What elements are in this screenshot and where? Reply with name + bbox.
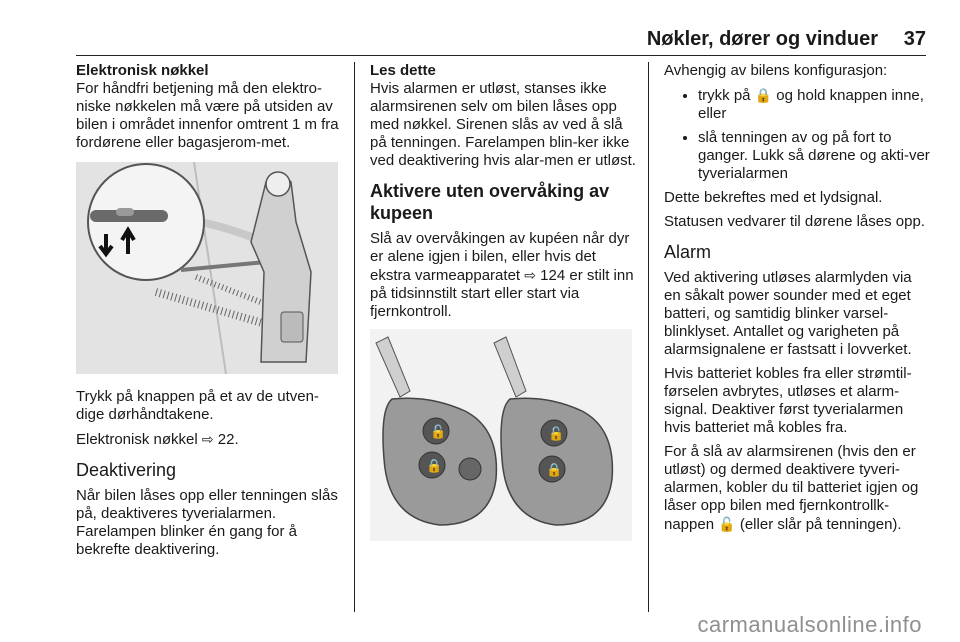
remote-keys-illustration bbox=[370, 329, 632, 541]
siren-text-a: For å slå av alarmsirenen (hvis den er utløst) og dermed deaktivere tyveri-alarmen, kobler du til batteriet igjen og låser opp bilen med fjernkontrollk-nappen bbox=[664, 443, 919, 533]
siren-text-b: (eller slår på tenningen). bbox=[739, 516, 902, 533]
heading-activate-without-monitoring: Aktivere uten overvåking av kupeen bbox=[370, 181, 610, 223]
para-battery: Hvis batteriet kobles fra eller strømtil-førselen avbrytes, utløses et alarm-signal. Deaktiver først tyverialarmen hvis batteriet må kobles fra. bbox=[664, 365, 912, 436]
unlock-button-icon: 🔓 bbox=[718, 516, 736, 532]
para-note: Hvis alarmen er utløst, stanses ikke alarmsirenen selv om bilen låses opp med nøkkel. Sirenen slås av ved å slå på tenningen. Farelampen blin-ker ikke ved deaktivering hvis alar-men er utløst. bbox=[370, 80, 636, 169]
figure-remote-keys bbox=[370, 329, 632, 541]
activate-text-b: inn på tidsinnstilt start eller start via fjernkontroll. bbox=[370, 267, 634, 320]
door-handle-illustration bbox=[76, 162, 338, 374]
para-siren-off bbox=[664, 443, 930, 534]
watermark: carmanualsonline.info bbox=[697, 612, 922, 637]
para-activate bbox=[370, 230, 636, 321]
bullet-1-text-a: trykk på bbox=[698, 87, 751, 104]
column-2 bbox=[370, 62, 636, 541]
para-depending: Avhengig av bilens konfigurasjon: bbox=[664, 62, 888, 79]
para-status: Statusen vedvarer til dørene låses opp. bbox=[664, 213, 925, 230]
header-rule bbox=[76, 55, 926, 56]
bullet-press-lock bbox=[698, 86, 930, 123]
column-divider-1 bbox=[354, 62, 355, 612]
para-alarm-activation: Ved aktivering utløses alarmlyden via en såkalt power sounder med et eget batteri, og samtidig blinker varsel-blinklyset. Antallet og varigheten på alarmsignalene er fastsatt i lovverket. bbox=[664, 269, 912, 358]
column-1 bbox=[76, 62, 346, 565]
heading-deactivation: Deaktivering bbox=[76, 460, 177, 480]
bullet-list bbox=[664, 86, 930, 183]
page-ref-arrow-icon: ⇨ bbox=[524, 267, 536, 283]
page-ref-arrow-icon: ⇨ bbox=[201, 431, 214, 447]
para-press-button: Trykk på knappen på et av de utven-dige dørhåndtakene. bbox=[76, 388, 319, 423]
ref-text: Elektronisk nøkkel bbox=[76, 431, 198, 448]
heading-note: Les dette bbox=[370, 62, 436, 79]
heading-alarm: Alarm bbox=[664, 242, 712, 262]
para-confirmed: Dette bekreftes med et lydsignal. bbox=[664, 189, 883, 206]
bullet-1-text-b: og hold knappen inne, eller bbox=[698, 87, 924, 122]
activate-text-a: Slå av overvåkingen av kupéen når dyr er alene igjen i bilen, eller hvis det ekstra varmeapparatet bbox=[370, 230, 630, 284]
svg-text:🔒: 🔒 bbox=[426, 459, 443, 474]
page-number: 37 bbox=[903, 28, 926, 50]
column-divider-2 bbox=[648, 62, 649, 612]
lock-button-icon: 🔒 bbox=[754, 87, 773, 103]
para-handsfree: For håndfri betjening må den elektro-niske nøkkelen må være på utsiden av bilen i området innenfor omtrent 1 m fra fordørene eller bagasjerom-met. bbox=[76, 80, 339, 151]
page-header-title: Nøkler, dører og vinduer bbox=[646, 28, 878, 50]
ref-page[interactable]: 22. bbox=[217, 431, 239, 448]
svg-text:🔒: 🔒 bbox=[546, 463, 563, 478]
bullet-ignition: • slå tenningen av og på fort to ganger. Lukk så dørene og akti-ver tyverialarmen bbox=[698, 129, 930, 183]
heading-electronic-key: Elektronisk nøkkel bbox=[76, 62, 209, 79]
column-3 bbox=[664, 62, 930, 540]
para-deactivation: Når bilen låses opp eller tenningen slås på, deaktiveres tyverialarmen. Farelampen blinker én gang for å bekrefte deaktivering. bbox=[76, 487, 338, 558]
svg-text:🔓: 🔓 bbox=[548, 427, 565, 442]
figure-handsfree-door bbox=[76, 162, 338, 374]
activate-ref[interactable]: 124 er stilt bbox=[540, 267, 610, 284]
para-ref-electronic-key bbox=[76, 430, 346, 449]
svg-text:🔓: 🔓 bbox=[430, 425, 447, 440]
